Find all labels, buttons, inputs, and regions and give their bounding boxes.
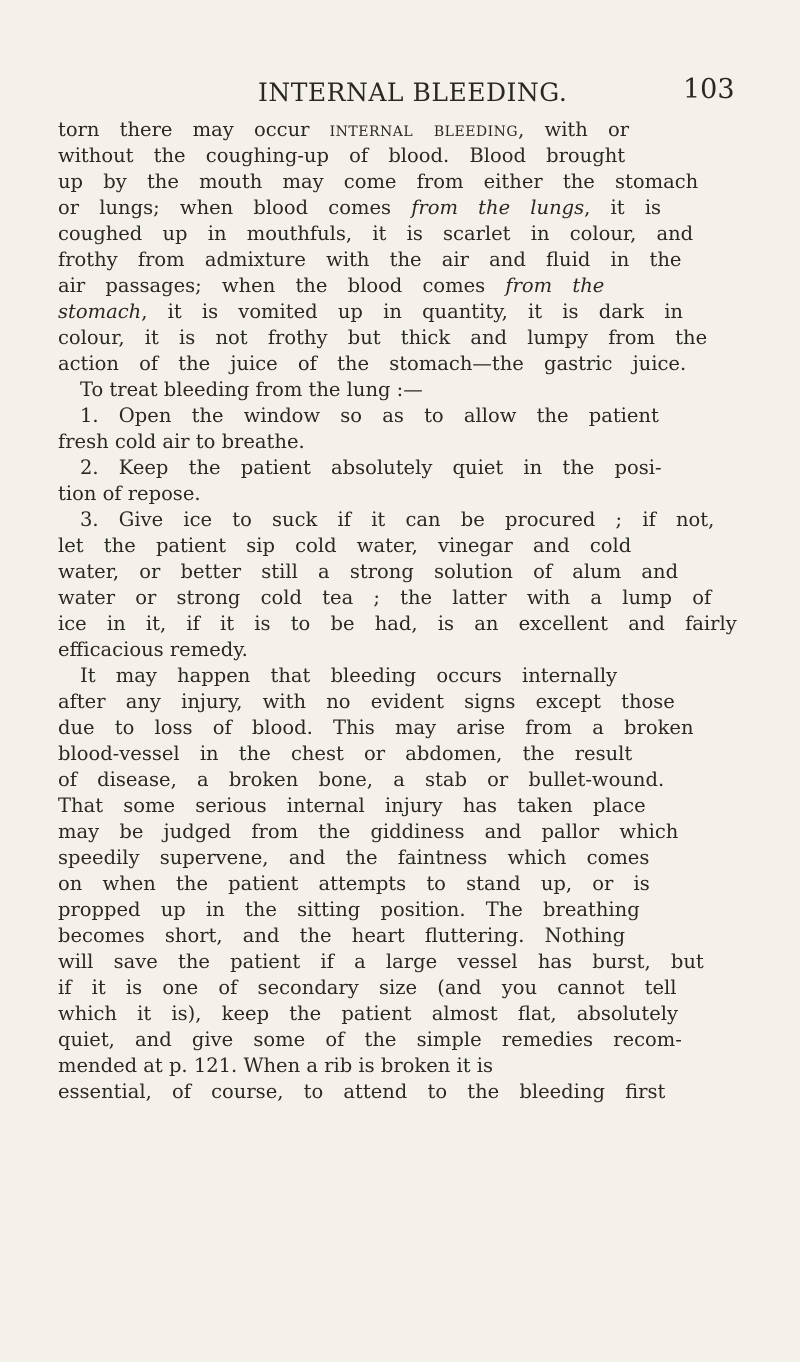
text-run: will save the patient if a large vessel has burst, but [58, 950, 704, 973]
text-line [80, 380, 423, 400]
text-line [58, 146, 625, 166]
text-run: from the [505, 274, 605, 297]
text-line [80, 458, 662, 478]
text-run: speedily supervene, and the faintness which comes [58, 846, 650, 869]
text-run: ice in it, if it is to be had, is an excellent and fairly [58, 612, 737, 635]
text-line [58, 1030, 682, 1050]
text-line [58, 848, 649, 868]
text-line [58, 718, 694, 738]
text-line [58, 926, 625, 946]
text-run: action of the juice of the stomach—the gastric juice. [58, 352, 687, 375]
text-line [58, 1082, 665, 1102]
text-run: , it is [584, 196, 662, 219]
text-run: if it is one of secondary size (and you cannot tell [58, 976, 677, 999]
text-run: colour, it is not frothy but thick and lumpy from the [58, 326, 708, 349]
text-line [58, 484, 201, 504]
text-run: 1. Open the window so as to allow the patient [80, 404, 659, 427]
text-line [58, 1056, 493, 1076]
text-run: quiet, and give some of the simple remedies recom- [58, 1028, 682, 1051]
text-run: torn there may occur [58, 118, 330, 141]
text-line [80, 666, 617, 686]
text-line [58, 562, 678, 582]
text-run: It may happen that bleeding occurs internally [80, 664, 618, 687]
text-line [58, 276, 604, 296]
text-line [58, 120, 629, 140]
text-run: becomes short, and the heart fluttering. Nothing [58, 924, 626, 947]
text-line [58, 1004, 678, 1024]
text-run: after any injury, with no evident signs except those [58, 690, 675, 713]
text-run: essential, of course, to attend to the bleeding first [58, 1080, 666, 1103]
text-line [58, 978, 677, 998]
text-run: water, or better still a strong solution of alum and [58, 560, 679, 583]
text-run: 2. Keep the patient absolutely quiet in the posi- [80, 456, 662, 479]
text-run: tion of repose. [58, 482, 201, 505]
text-line [58, 172, 698, 192]
text-line [58, 900, 640, 920]
text-run: let the patient sip cold water, vinegar and cold [58, 534, 632, 557]
text-run: due to loss of blood. This may arise from a broken [58, 716, 694, 739]
text-line [58, 328, 707, 348]
text-run: air passages; when the blood comes [58, 274, 506, 297]
text-run: or lungs; when blood comes [58, 196, 412, 219]
text-run: frothy from admixture with the air and fluid in the [58, 248, 682, 271]
text-run: up by the mouth may come from either the stomach [58, 170, 699, 193]
text-line [58, 874, 650, 894]
text-run: blood-vessel in the chest or abdomen, the result [58, 742, 633, 765]
text-run: 3. Give ice to suck if it can be procured ; if not, [80, 508, 715, 531]
text-line [58, 354, 686, 374]
text-line [58, 952, 704, 972]
text-run: on when the patient attempts to stand up, or is [58, 872, 650, 895]
page-number: 103 [683, 74, 735, 105]
text-line [80, 510, 714, 530]
text-line [58, 588, 711, 608]
text-run: , it is vomited up in quantity, it is dark in [141, 300, 683, 323]
text-run: , with or [518, 118, 630, 141]
text-line [58, 640, 248, 660]
text-line [58, 744, 632, 764]
text-line [58, 614, 737, 634]
text-line [58, 770, 664, 790]
text-line [58, 692, 675, 712]
text-run: water or strong cold tea ; the latter with a lump of [58, 586, 712, 609]
text-line [58, 432, 305, 452]
text-run: of disease, a broken bone, a stab or bullet-wound. [58, 768, 665, 791]
text-line [58, 302, 683, 322]
text-run: efficacious remedy. [58, 638, 248, 661]
text-line [58, 536, 631, 556]
text-run: To treat bleeding from the lung :— [80, 378, 423, 401]
text-run: coughed up in mouthfuls, it is scarlet in colour, and [58, 222, 694, 245]
text-line [58, 822, 678, 842]
text-run: fresh cold air to breathe. [58, 430, 305, 453]
text-line [80, 406, 659, 426]
text-run: without the coughing-up of blood. Blood brought [58, 144, 626, 167]
text-run: which it is), keep the patient almost flat, absolutely [58, 1002, 678, 1025]
text-run: That some serious internal injury has taken place [58, 794, 646, 817]
text-run: stomach [58, 300, 142, 323]
text-run: may be judged from the giddiness and pallor which [58, 820, 679, 843]
text-line [58, 198, 661, 218]
text-line [58, 224, 693, 244]
text-run: internal bleeding [329, 118, 519, 141]
text-line [58, 796, 646, 816]
text-run: from the lungs [411, 196, 585, 219]
text-run: mended at p. 121. When a rib is broken it is [58, 1054, 494, 1077]
text-line [58, 250, 681, 270]
text-run: propped up in the sitting position. The breathing [58, 898, 640, 921]
running-title: INTERNAL BLEEDING. [258, 78, 568, 107]
